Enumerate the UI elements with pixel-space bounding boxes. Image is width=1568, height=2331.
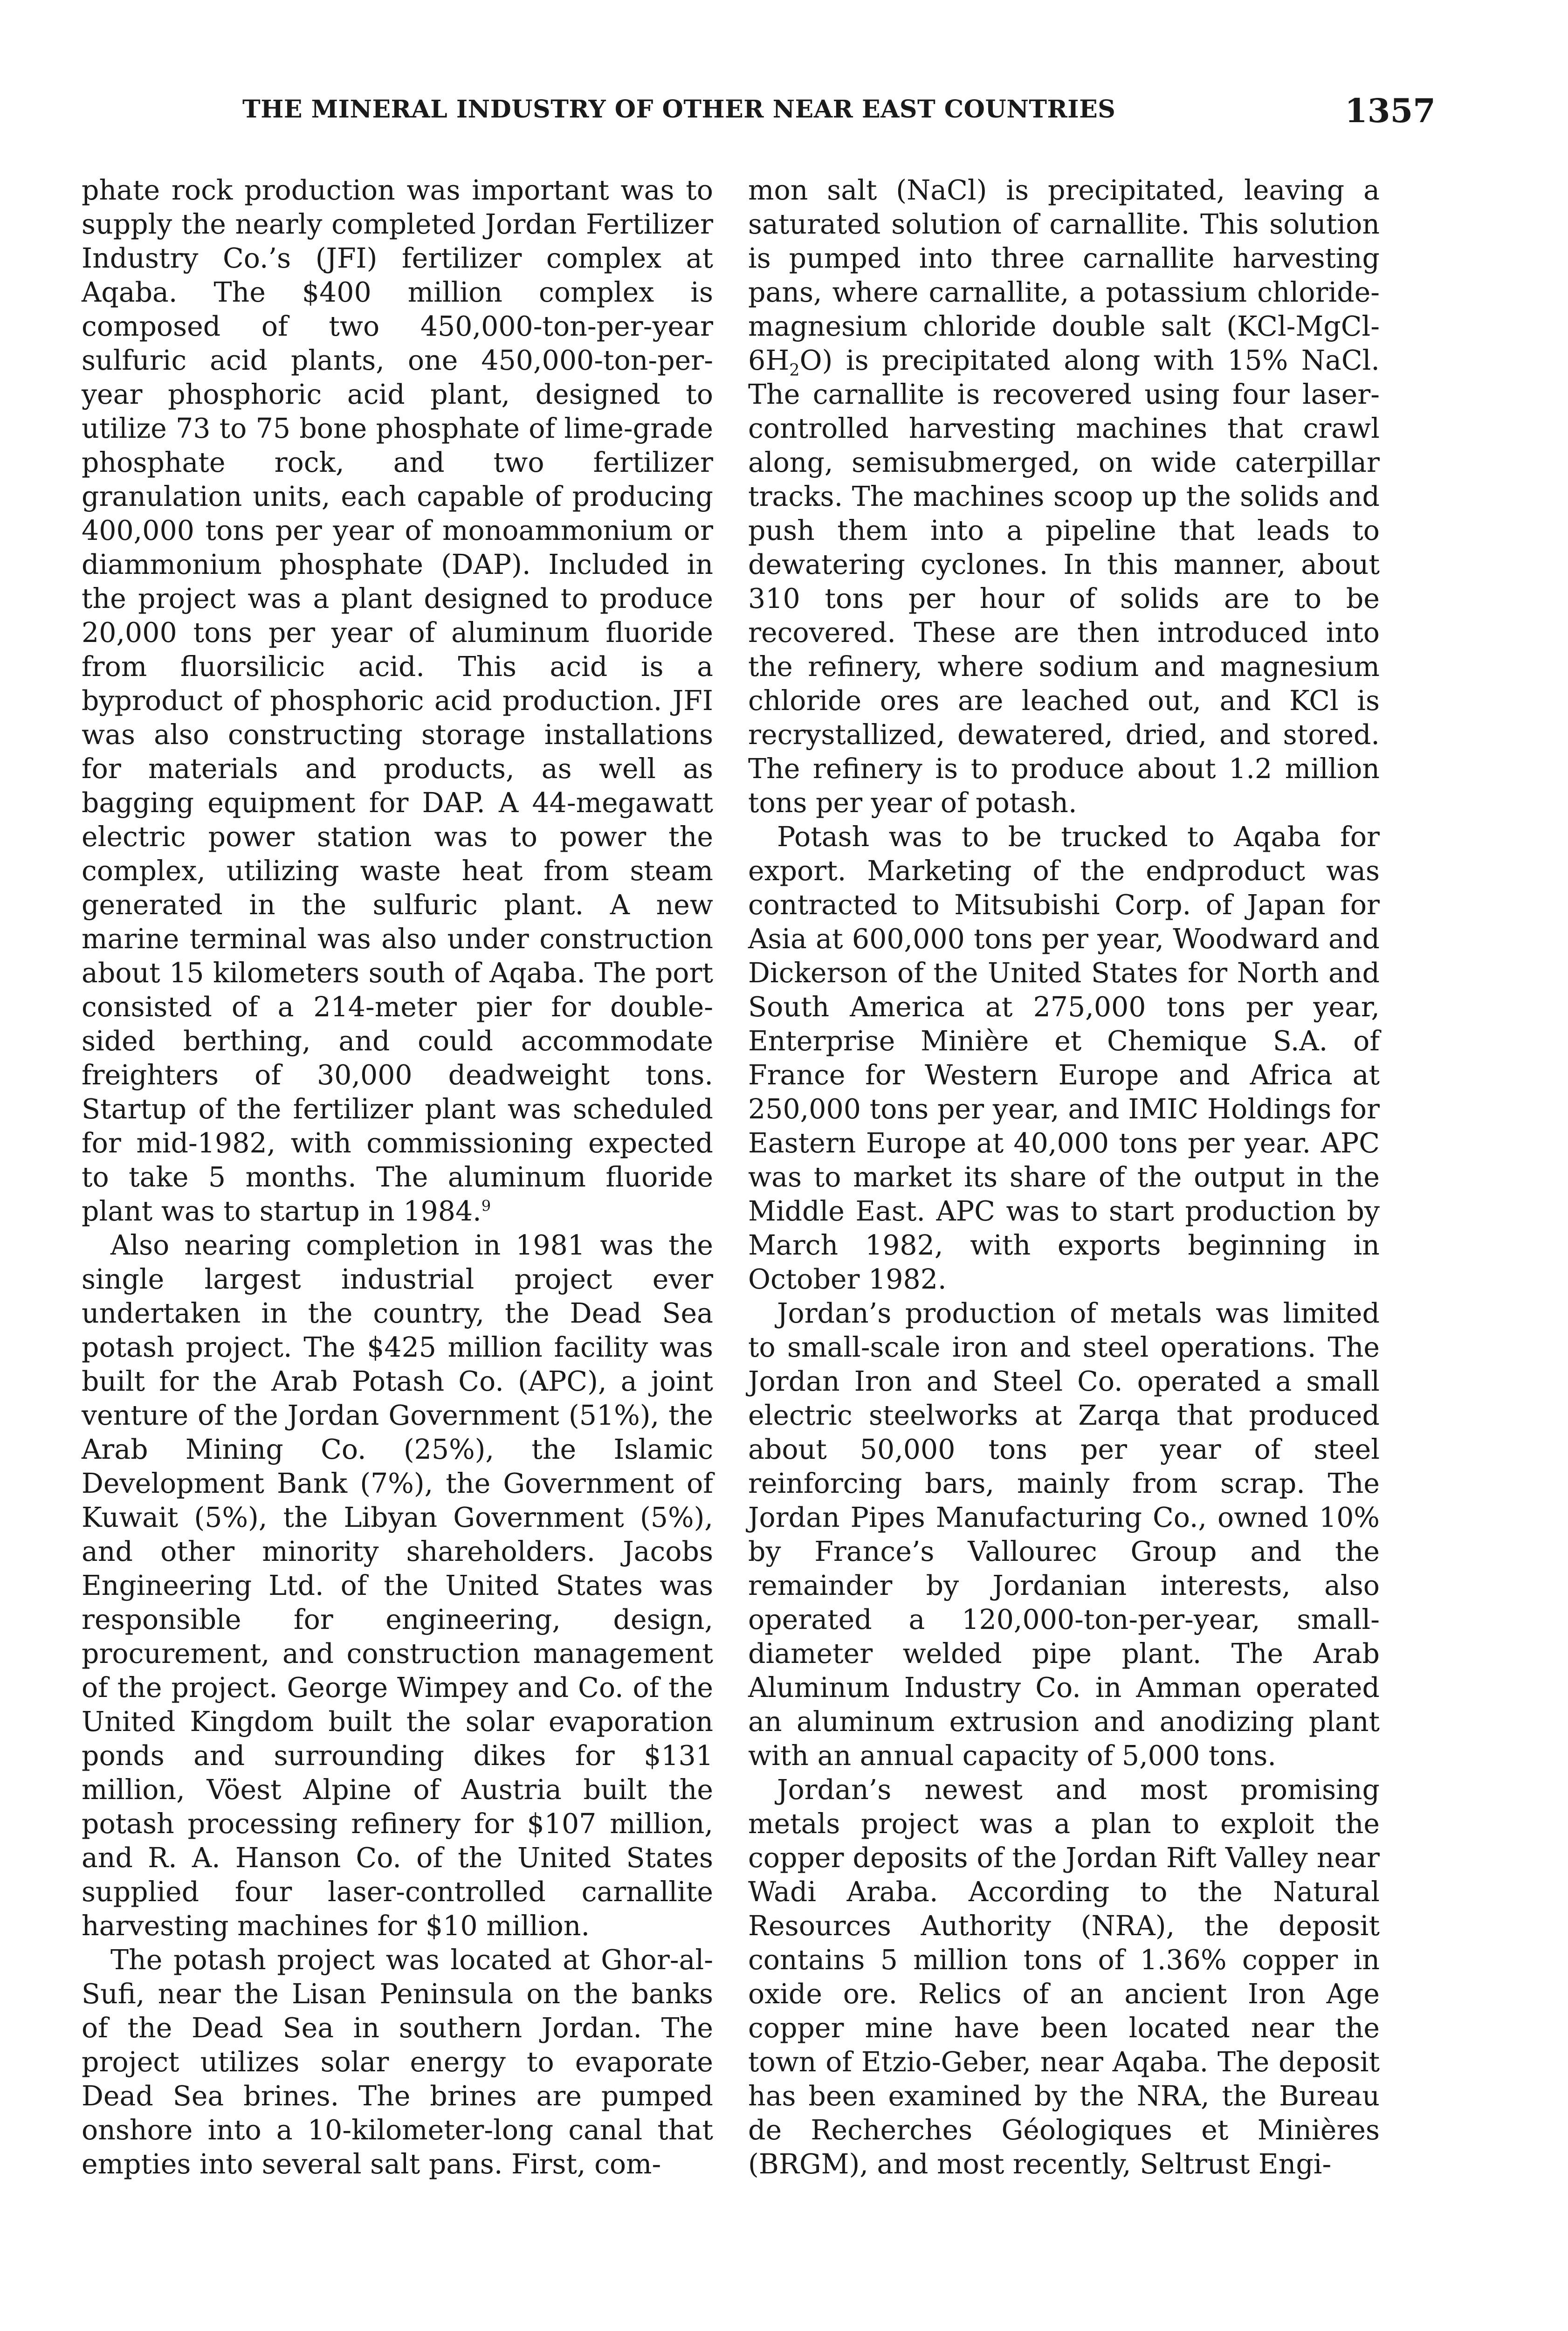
running-title: THE MINERAL INDUSTRY OF OTHER NEAR EAST COUNTRIES — [242, 95, 1116, 124]
running-header — [242, 91, 1436, 133]
page-number: 1357 — [1345, 91, 1436, 130]
paragraph-text: phate rock production was important was to supply the nearly completed Jordan Fertilizer Industry Co.’s (JFI) fertilizer complex at Aqaba. The $400 million complex is composed of two 450,000-ton-per-year sulfuric acid plants, one 450,000-ton-per-year phosphoric acid plant, designed to utilize 73 to 75 bone phosphate of lime-grade phosphate rock, and two fertilizer granulation units, each capable of producing 400,000 tons per year of monoammonium or diammonium phosphate (DAP). Included in the project was a plant designed to produce 20,000 tons per year of aluminum fluoride from fluorsilicic acid. This acid is a byproduct of phosphoric acid production. JFI was also constructing storage installations for materials and products, as well as bagging equipment for DAP. A 44-megawatt electric power station was to power the complex, utilizing waste heat from steam generated in the sulfuric plant. A new marine terminal was also under construction about 15 kilometers south of Aqaba. The port consisted of a 214-meter pier for double-sided berthing, and could accommodate freighters of 30,000 deadweight tons. Startup of the fertilizer plant was scheduled for mid-1982, with commissioning expected to take 5 months. The aluminum fluoride plant was to startup in 1984. — [82, 174, 713, 1227]
paragraph-text: mon salt (NaCl) is precipitated, leaving a saturated solution of carnallite. This solution is pumped into three carnallite harvesting pans, where carnallite, a potassium chloride-magnesium chloride double salt (KCl-MgCl-6H — [748, 174, 1380, 376]
paragraph: Also nearing completion in 1981 was the single largest industrial project ever undertaken in the country, the Dead Sea potash project. The $425 million facility was built for the Arab Potash Co. (APC), a joint venture of the Jordan Government (51%), the Arab Mining Co. (25%), the Islamic Development Bank (7%), the Government of Kuwait (5%), the Libyan Government (5%), and other minority shareholders. Jacobs Engineering Ltd. of the United States was responsible for engineering, design, procurement, and construction management of the project. George Wimpey and Co. of the United Kingdom built the solar evaporation ponds and surrounding dikes for $131 million, Vöest Alpine of Austria built the potash processing refinery for $107 million, and R. A. Hanson Co. of the United States supplied four laser-controlled carnallite harvesting machines for $10 million. — [82, 1229, 713, 1942]
footnote-marker: 9 — [481, 1197, 491, 1215]
paragraph: Jordan’s production of metals was limited to small-scale iron and steel operations. The Jordan Iron and Steel Co. operated a small electric steelworks at Zarqa that produced about 50,000 tons per year of steel reinforcing bars, mainly from scrap. The Jordan Pipes Manufacturing Co., owned 10% by France’s Vallourec Group and the remainder by Jordanian interests, also operated a 120,000-ton-per-year, small-diameter welded pipe plant. The Arab Aluminum Industry Co. in Amman operated an aluminum extrusion and anodizing plant with an annual capacity of 5,000 tons. — [748, 1297, 1380, 1772]
right-column — [748, 173, 1380, 2181]
paragraph — [748, 173, 1380, 820]
left-column — [82, 173, 713, 2181]
subscript: 2 — [789, 360, 800, 380]
paragraph: Potash was to be trucked to Aqaba for export. Marketing of the endproduct was contracted to Mitsubishi Corp. of Japan for Asia at 600,000 tons per year, Woodward and Dickerson of the United States for North and South America at 275,000 tons per year, Enterprise Minière et Chemique S.A. of France for Western Europe and Africa at 250,000 tons per year, and IMIC Holdings for Eastern Europe at 40,000 tons per year. APC was to market its share of the output in the Middle East. APC was to start production by March 1982, with exports beginning in October 1982. — [748, 821, 1380, 1295]
paragraph — [82, 173, 713, 1228]
paragraph: Jordan’s newest and most promising metals project was a plan to exploit the copper deposits of the Jordan Rift Valley near Wadi Araba. According to the Natural Resources Authority (NRA), the deposit contains 5 million tons of 1.36% copper in oxide ore. Relics of an ancient Iron Age copper mine have been located near the town of Etzio-Geber, near Aqaba. The deposit has been examined by the NRA, the Bureau de Recherches Géologiques et Minières (BRGM), and most recently, Seltrust Engi- — [748, 1774, 1380, 2180]
paragraph-text: O) is precipitated along with 15% NaCl. The carnallite is recovered using four laser-controlled harvesting machines that crawl along, semisubmerged, on wide caterpillar tracks. The machines scoop up the solids and push them into a pipeline that leads to dewatering cyclones. In this manner, about 310 tons per hour of solids are to be recovered. These are then introduced into the refinery, where sodium and magnesium chloride ores are leached out, and KCl is recrystallized, dewatered, dried, and stored. The refinery is to produce about 1.2 million tons per year of potash. — [748, 345, 1380, 819]
paragraph: The potash project was located at Ghor-al-Sufi, near the Lisan Peninsula on the banks of the Dead Sea in southern Jordan. The project utilizes solar energy to evaporate Dead Sea brines. The brines are pumped onshore into a 10-kilometer-long canal that empties into several salt pans. First, com- — [82, 1944, 713, 2180]
